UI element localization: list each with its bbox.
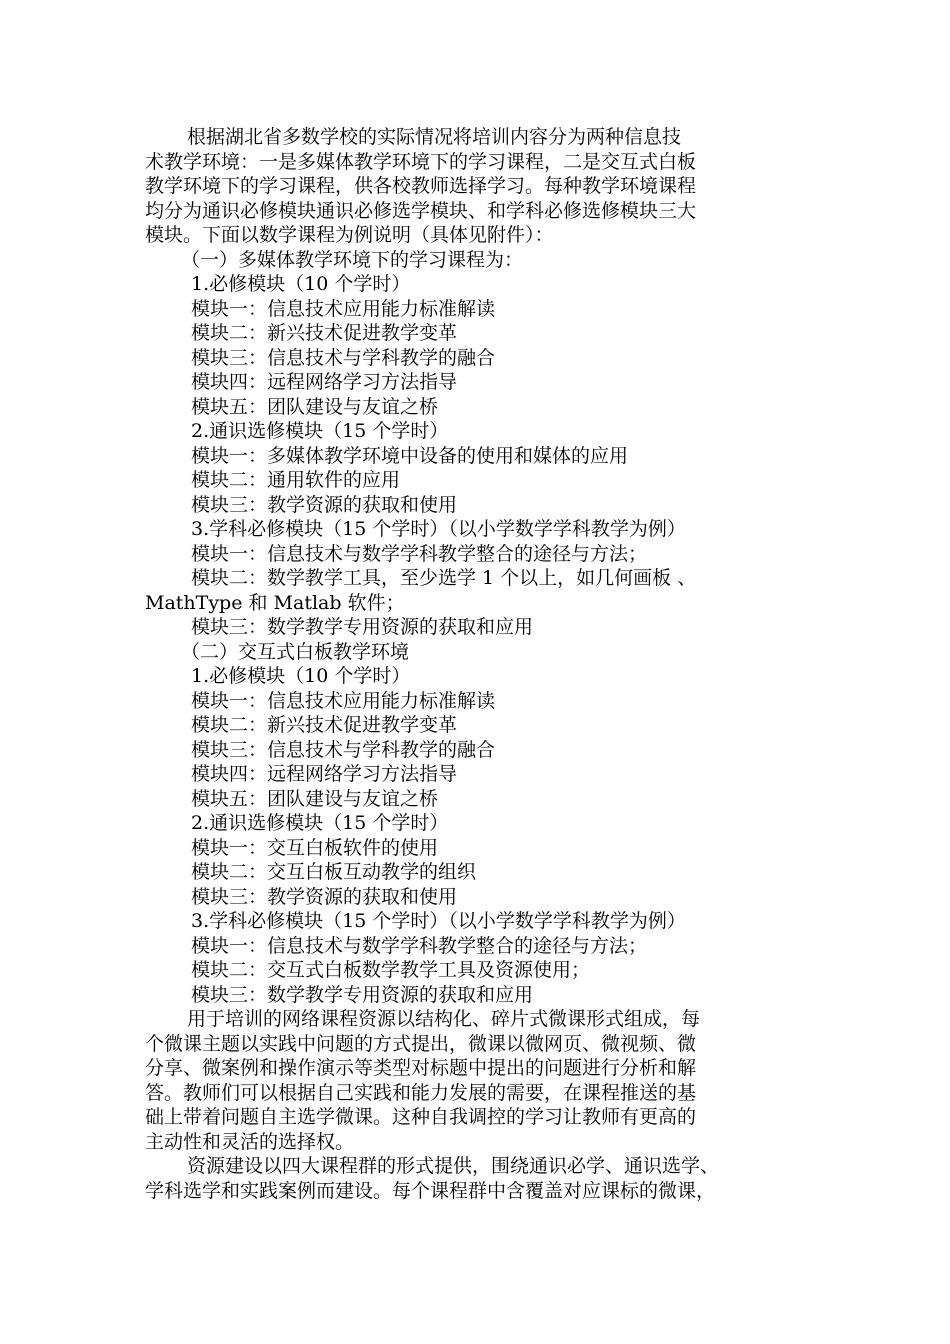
text-line: 模块。下面以数学课程为例说明（具体见附件）： — [145, 224, 554, 246]
module-item: 模块一：多媒体教学环境中设备的使用和媒体的应用 — [191, 444, 629, 467]
module-item: 模块三：教学资源的获取和使用 — [191, 493, 458, 516]
group-title: 2.通识选修模块（15 个学时） — [191, 420, 449, 442]
group-title: 3.学科必修模块（15 个学时）（以小学数学学科教学为例） — [191, 518, 686, 540]
group-title: 3.学科必修模块（15 个学时）（以小学数学学科教学为例） — [191, 910, 686, 932]
text-line: 资源建设以四大课程群的形式提供，围绕通识必学、通识选学、 — [187, 1155, 720, 1177]
text-line: 学科选学和实践案例而建设。每个课程群中含覆盖对应课标的微课， — [145, 1179, 716, 1202]
module-item: 模块一：交互白板软件的使用 — [191, 836, 439, 859]
module-item: 模块三：数学教学专用资源的获取和应用 — [191, 983, 534, 1006]
module-item: 模块二：新兴技术促进教学变革 — [191, 714, 458, 736]
resources-paragraph — [145, 1007, 817, 1154]
module-item: 模块二：数学教学工具，至少选学 1 个以上，如几何画板 、 — [191, 567, 697, 589]
text-line: 主动性和灵活的选择权。 — [145, 1130, 355, 1153]
section-whiteboard — [145, 640, 817, 1008]
text-line: 答。教师们可以根据自己实践和能力发展的需要，在课程推送的基 — [145, 1081, 697, 1104]
course-group-paragraph — [145, 1154, 817, 1203]
module-item: 模块三：信息技术与学科教学的融合 — [191, 738, 496, 761]
module-item: 模块三：教学资源的获取和使用 — [191, 885, 458, 908]
text-line: 分享、微案例和操作演示等类型对标题中提出的问题进行分析和解 — [145, 1057, 697, 1079]
intro-paragraph — [145, 125, 817, 248]
module-item: 模块一：信息技术与数学学科教学整合的途径与方法； — [191, 542, 648, 565]
module-item: 模块三：信息技术与学科教学的融合 — [191, 346, 496, 369]
text-line: 用于培训的网络课程资源以结构化、碎片式微课形式组成，每 — [187, 1008, 701, 1030]
text-line: 根据湖北省多数学校的实际情况将培训内容分为两种信息技 — [187, 126, 682, 148]
group-title: 2.通识选修模块（15 个学时） — [191, 812, 449, 834]
module-item: 模块三：数学教学专用资源的获取和应用 — [191, 616, 534, 638]
group-title: 1.必修模块（10 个学时） — [191, 273, 411, 295]
document-body — [145, 125, 817, 1203]
module-item: 模块二：通用软件的应用 — [191, 469, 401, 491]
module-item: 模块四：远程网络学习方法指导 — [191, 763, 458, 785]
module-item: 模块一：信息技术应用能力标准解读 — [191, 297, 496, 320]
module-item: 模块四：远程网络学习方法指导 — [191, 371, 458, 393]
group-title: 1.必修模块（10 个学时） — [191, 665, 411, 687]
module-item: 模块二：交互白板互动教学的组织 — [191, 861, 477, 883]
module-item: 模块二：交互式白板数学教学工具及资源使用； — [191, 959, 591, 981]
text-line: 教学环境下的学习课程，供各校教师选择学习。每种教学环境课程 — [145, 175, 697, 197]
text-line: 均分为通识必修模块通识必修选学模块、和学科必修选修模块三大 — [145, 199, 697, 222]
text-line: 础上带着问题自主选学微课。这种自我调控的学习让教师有更高的 — [145, 1106, 697, 1128]
section-title: （二）交互式白板教学环境 — [181, 640, 410, 663]
module-item: 模块五：团队建设与友谊之桥 — [191, 787, 439, 810]
text-line: 个微课主题以实践中问题的方式提出，微课以微网页、微视频、微 — [145, 1032, 697, 1055]
module-item: 模块五：团队建设与友谊之桥 — [191, 395, 439, 418]
section-multimedia — [145, 248, 817, 640]
module-item: 模块一：信息技术与数学学科教学整合的途径与方法； — [191, 934, 648, 957]
section-title: （一）多媒体教学环境下的学习课程为： — [181, 248, 524, 271]
module-item: 模块一：信息技术应用能力标准解读 — [191, 689, 496, 712]
module-item-continuation: MathType 和 Matlab 软件； — [145, 591, 405, 614]
text-line: 术教学环境：一是多媒体教学环境下的学习课程，二是交互式白板 — [145, 150, 697, 173]
module-item: 模块二：新兴技术促进教学变革 — [191, 322, 458, 344]
